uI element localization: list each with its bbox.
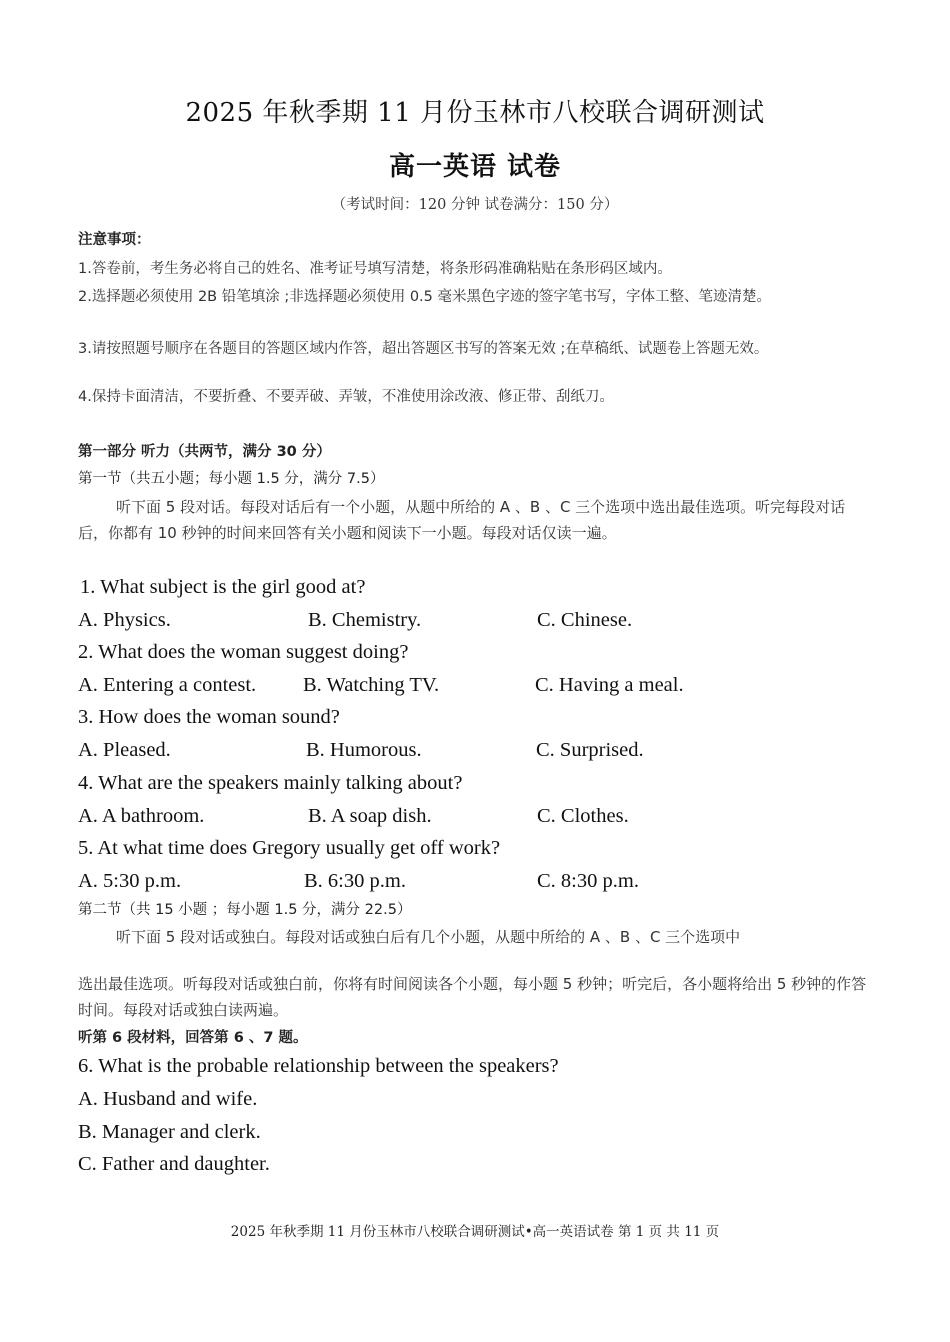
question-5-option-c: C. 8:30 p.m. <box>537 870 639 892</box>
question-2-option-b: B. Watching TV. <box>303 674 440 696</box>
note-item-1: 1.答卷前，考生务必将自己的姓名、准考证号填写清楚，将条形码准确粘贴在条形码区域内。 <box>78 261 672 277</box>
question-2-option-a: A. Entering a contest. <box>78 674 257 696</box>
exam-info: （考试时间：120 分钟 试卷满分：150 分） <box>331 197 619 213</box>
question-4-stem: 4. What are the speakers mainly talking about? <box>78 772 463 794</box>
question-5-option-a: A. 5:30 p.m. <box>78 870 182 892</box>
question-5-option-b: B. 6:30 p.m. <box>304 870 406 892</box>
question-1-option-b: B. Chemistry. <box>308 609 422 631</box>
section1-instruction: 听下面 5 段对话。每段对话后有一个小题，从题中所给的 A 、B 、C 三个选项中选出最佳选项。听完每段对话后，你都有 10 秒钟的时间来回答有关小题和阅读下一小题。每段对话仅读一遍。 <box>78 498 846 542</box>
question-1-option-a: A. Physics. <box>78 609 171 631</box>
note-item-4: 4.保持卡面清洁，不要折叠、不要弄破、弄皱，不准使用涂改液、修正带、刮纸刀。 <box>78 389 614 405</box>
exam-subject-title: 高一英语 试卷 <box>388 152 562 182</box>
question-3-stem: 3. How does the woman sound? <box>78 706 340 728</box>
question-5-stem: 5. At what time does Gregory usually get off work? <box>78 837 501 859</box>
question-4-option-a: A. A bathroom. <box>78 805 205 827</box>
question-2-option-c: C. Having a meal. <box>535 674 684 696</box>
note-item-3: 3.请按照题号顺序在各题目的答题区域内作答，超出答题区书写的答案无效 ;在草稿纸、试题卷上答题无效。 <box>78 341 769 357</box>
note-item-2: 2.选择题必须使用 2B 铅笔填涂 ;非选择题必须使用 0.5 毫米黑色字迹的签字笔书写，字体工整、笔迹清楚。 <box>78 289 771 305</box>
question-4-option-c: C. Clothes. <box>537 805 629 827</box>
question-6-option-b: B. Manager and clerk. <box>78 1121 261 1143</box>
question-1-option-c: C. Chinese. <box>537 609 633 631</box>
question-6-option-a: A. Husband and wife. <box>78 1088 258 1110</box>
question-2-stem: 2. What does the woman suggest doing? <box>78 641 409 663</box>
question-6-option-c: C. Father and daughter. <box>78 1153 270 1175</box>
question-1-stem: 1. What subject is the girl good at? <box>80 576 366 598</box>
material-6-heading: 听第 6 段材料，回答第 6 、7 题。 <box>78 1030 308 1046</box>
question-3-option-a: A. Pleased. <box>78 739 171 761</box>
section2-instruction-line2: 选出最佳选项。听每段对话或独白前，你将有时间阅读各个小题，每小题 5 秒钟；听完后，各小题将给出 5 秒钟的作答时间。每段对话或独白读两遍。 <box>78 975 867 1019</box>
question-6-stem: 6. What is the probable relationship between the speakers? <box>78 1055 559 1077</box>
section2-instruction-line1: 听下面 5 段对话或独白。每段对话或独白后有几个小题，从题中所给的 A 、B 、C 三个选项中 <box>116 928 741 946</box>
section2-heading: 第二节（共 15 小题 ；每小题 1.5 分，满分 22.5） <box>78 902 412 918</box>
question-3-option-c: C. Surprised. <box>536 739 644 761</box>
question-4-option-b: B. A soap dish. <box>308 805 432 827</box>
section1-heading: 第一节（共五小题；每小题 1.5 分，满分 7.5） <box>78 471 385 487</box>
page-footer: 2025 年秋季期 11 月份玉林市八校联合调研测试•高一英语试卷 第 1 页 共 11 页 <box>230 1224 720 1240</box>
question-3-option-b: B. Humorous. <box>306 739 422 761</box>
exam-title: 2025 年秋季期 11 月份玉林市八校联合调研测试 <box>185 98 765 128</box>
part1-heading: 第一部分 听力（共两节，满分 30 分） <box>78 444 331 460</box>
notes-heading: 注意事项： <box>78 232 151 248</box>
